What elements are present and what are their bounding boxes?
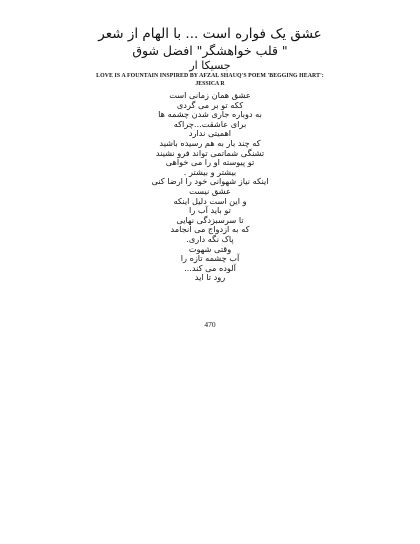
poem-line: پاک نگه داری. xyxy=(186,233,234,244)
poem-line: تو پیوسته او را می خواهی xyxy=(165,157,255,168)
poem-line: تشنگی شماتمی تواند فرو نشیند xyxy=(155,147,265,158)
poem-line: آب چشمه تازه را xyxy=(180,253,240,264)
poem-line: وقتی شهوت xyxy=(188,243,232,254)
poem-line: اهمیتی ندارد xyxy=(188,128,232,139)
poem-line: تا سرسبزدگی نهایی xyxy=(176,214,244,225)
page-number: 470 xyxy=(204,320,216,329)
poem-line: تو باید آب را xyxy=(189,205,231,216)
poem-line: عشق همان زمانی است xyxy=(169,90,251,100)
poem-line: آلوده می کند... xyxy=(184,262,236,273)
poem-title: عشق یک فواره است ... با الهام از شعر xyxy=(98,26,322,42)
poem-line: که چند بار به هم رسیده باشید xyxy=(159,137,261,148)
poem-line: به دوباره جاری شدن چشمه ها xyxy=(158,109,262,120)
poem-line: و این است دلیل اینکه xyxy=(173,195,247,206)
poem-line: ککه تو بر می گردی xyxy=(176,99,244,110)
poem-line: عشق نیست xyxy=(189,185,231,196)
poem-line: برای عاشقت...چراکه xyxy=(173,118,247,129)
poem-line: که به ازدواج می انجامد xyxy=(170,224,250,235)
poem-line: بیشتر و بیشتر . xyxy=(183,166,237,177)
poem-line: اینکه نیاز شهوانی خود را ارضا کنی xyxy=(151,176,269,187)
english-author: JESSICA R xyxy=(195,81,225,87)
poem-body xyxy=(60,91,360,283)
poem-line: رود تا اید xyxy=(194,272,226,283)
poem-author: جسیکا ار xyxy=(189,59,231,72)
poem-subtitle: " قلب خواهشگر" افضل شوق xyxy=(132,43,288,58)
english-title: LOVE IS A FOUNTAIN INSPIRED BY AFZAL SHAUQ'S POEM 'BEGGING HEART': xyxy=(96,73,324,79)
